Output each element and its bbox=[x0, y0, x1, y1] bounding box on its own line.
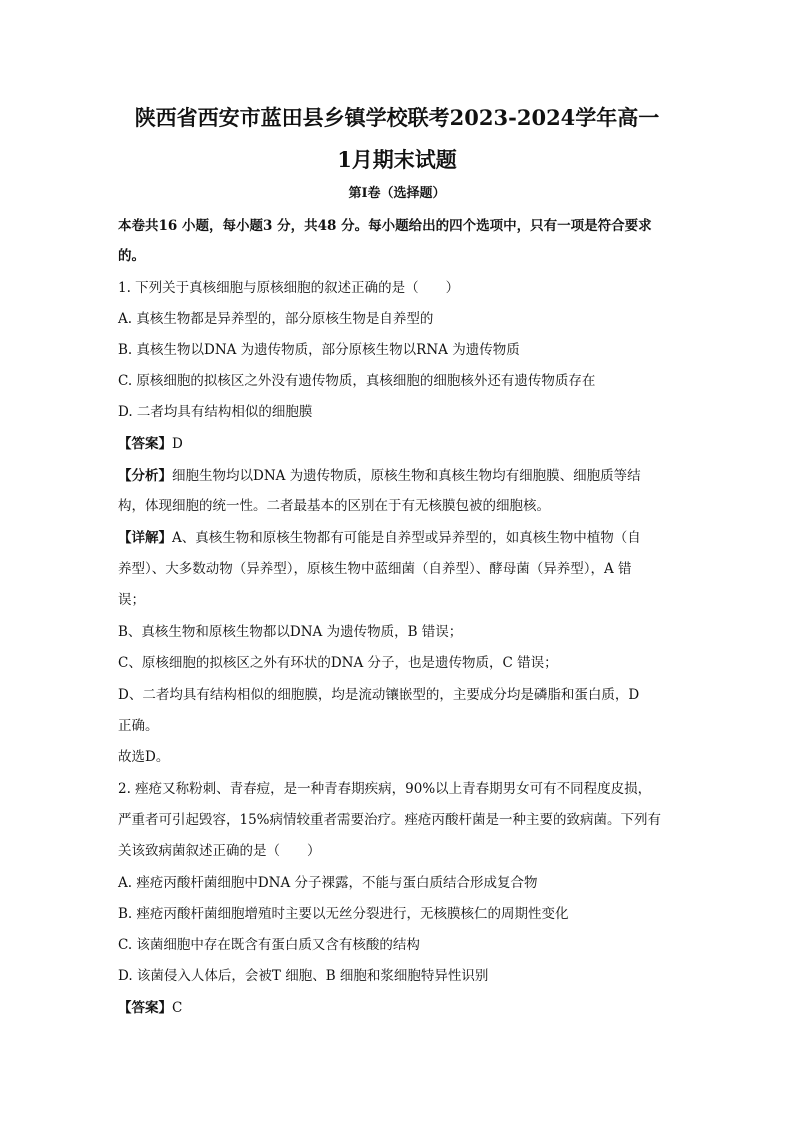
instructions-line-1: 本卷共16 小题，每小题3 分，共48 分。每小题给出的四个选项中，只有一项是符合要求 bbox=[118, 218, 652, 234]
q2-answer-tag: 【答案】 bbox=[118, 1000, 172, 1016]
section-heading: 第Ⅰ卷（选择题） bbox=[348, 186, 446, 201]
q1-detail-text-1: A、真核生物和原核生物都有可能是自养型或异养型的，如真核生物中植物（自 bbox=[172, 530, 641, 546]
q1-analysis-tag: 【分析】 bbox=[118, 468, 172, 484]
q2-option-a: A. 痤疮丙酸杆菌细胞中DNA 分子裸露，不能与蛋白质结合形成复合物 bbox=[118, 875, 538, 891]
q2-answer-value: C bbox=[172, 1000, 183, 1016]
q1-analysis-text-1: 细胞生物均以DNA 为遗传物质，原核生物和真核生物均有细胞膜、细胞质等结 bbox=[172, 468, 641, 484]
q1-detail-line-6: D、二者均具有结构相似的细胞膜，均是流动镶嵌型的，主要成分均是磷脂和蛋白质，D bbox=[118, 687, 640, 703]
q1-option-b: B. 真核生物以DNA 为遗传物质，部分原核生物以RNA 为遗传物质 bbox=[118, 342, 520, 358]
q2-answer bbox=[118, 998, 678, 1018]
q1-answer bbox=[118, 434, 678, 454]
q2-option-d: D. 该菌侵入人体后，会被T 细胞、B 细胞和浆细胞特异性识别 bbox=[118, 968, 489, 984]
q2-option-c: C. 该菌细胞中存在既含有蛋白质又含有核酸的结构 bbox=[118, 937, 420, 953]
q1-detail-line-5: C、原核细胞的拟核区之外有环状的DNA 分子，也是遗传物质，C 错误； bbox=[118, 655, 558, 671]
q2-stem-line-2: 严重者可引起毁容，15%病情较重者需要治疗。痤疮丙酸杆菌是一种主要的致病菌。下列有 bbox=[118, 812, 662, 828]
q1-detail-line-2: 养型）、大多数动物（异养型），原核生物中蓝细菌（自养型）、酵母菌（异养型），A 错 bbox=[118, 561, 632, 577]
q1-detail-line-7: 正确。 bbox=[118, 718, 159, 734]
document-title-line2: 1月期末试题 bbox=[337, 147, 457, 172]
q1-detail-line-8: 故选D。 bbox=[118, 749, 170, 765]
q1-detail-line-4: B、真核生物和原核生物都以DNA 为遗传物质，B 错误； bbox=[118, 624, 463, 640]
q1-detail-line-3: 误； bbox=[118, 592, 145, 608]
q1-analysis-line-2: 构，体现细胞的统一性。二者最基本的区别在于有无核膜包被的细胞核。 bbox=[118, 498, 550, 514]
q2-option-b: B. 痤疮丙酸杆菌细胞增殖时主要以无丝分裂进行，无核膜核仁的周期性变化 bbox=[118, 906, 569, 922]
q1-analysis-line-1 bbox=[118, 466, 678, 486]
q2-stem-line-3: 关该致病菌叙述正确的是（ ） bbox=[118, 843, 321, 859]
instructions-line-2: 的。 bbox=[118, 248, 145, 264]
q1-option-d: D. 二者均具有结构相似的细胞膜 bbox=[118, 404, 313, 420]
q2-stem-line-1: 2. 痤疮又称粉刺、青春痘，是一种青春期疾病，90%以上青春期男女可有不同程度皮损， bbox=[118, 781, 652, 797]
q1-detail-tag: 【详解】 bbox=[118, 530, 172, 546]
q1-answer-value: D bbox=[172, 436, 183, 452]
document-title-line1: 陕西省西安市蓝田县乡镇学校联考2023-2024学年高一 bbox=[134, 105, 660, 130]
q1-option-c: C. 原核细胞的拟核区之外没有遗传物质，真核细胞的细胞核外还有遗传物质存在 bbox=[118, 373, 596, 389]
q1-detail-line-1 bbox=[118, 528, 678, 548]
q1-answer-tag: 【答案】 bbox=[118, 436, 172, 452]
q1-stem: 1. 下列关于真核细胞与原核细胞的叙述正确的是（ ） bbox=[118, 280, 460, 296]
q1-option-a: A. 真核生物都是异养型的，部分原核生物是自养型的 bbox=[118, 311, 434, 327]
